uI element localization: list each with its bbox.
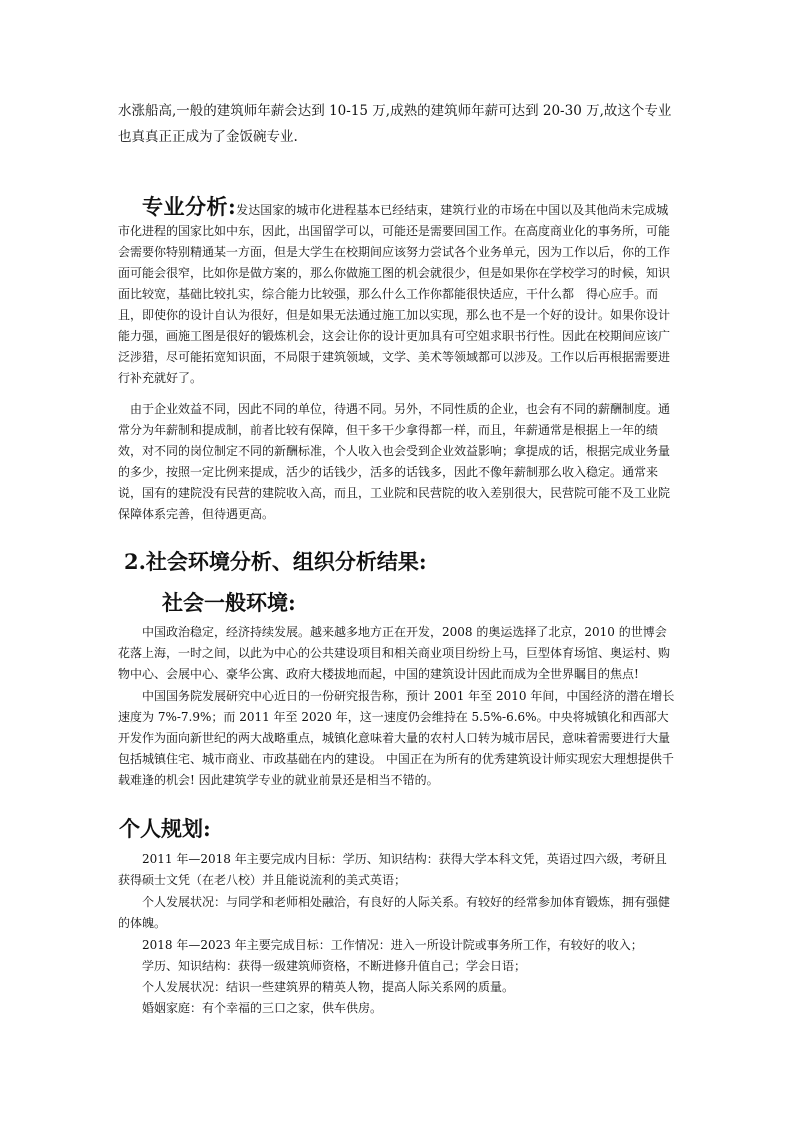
professional-analysis-paragraph (118, 196, 678, 389)
plan-line-6: 婚姻家庭：有个幸福的三口之家，供车供房。 (142, 1001, 383, 1015)
plan-line-5: 个人发展状况：结识一些建筑界的精英人物，提高人际关系网的质量。 (142, 980, 515, 994)
plan-line-1: 2011 年—2018 年主要完成内目标：学历、知识结构：获得大学本科文凭，英语过四六级，考研且获得硕士文凭（在老八校）并且能说流利的美式英语； (118, 852, 667, 887)
intro-paragraph: 水涨船高,一般的建筑师年薪会达到 10-15 万,成熟的建筑师年薪可达到 20-30 万,故这个专业也真真正正成为了金饭碗专业. (118, 103, 672, 145)
plan-line-3: 2018 年—2023 年主要完成目标：工作情况：进入一所设计院或事务所工作，有较好的收入； (142, 938, 643, 952)
plan-line-4: 学历、知识结构：获得一级建筑师资格，不断进修升值自己；学会日语； (142, 959, 527, 973)
professional-analysis-heading: 专业分析: (142, 194, 237, 219)
plan-line-2: 个人发展状况：与同学和老师相处融洽，有良好的人际关系。有较好的经常参加体育锻炼，拥有强健的体魄。 (118, 895, 671, 930)
social-environment-heading: 社会一般环境: (162, 590, 296, 615)
social-environment-paragraph-1: 中国政治稳定，经济持续发展。越来越多地方正在开发，2008 的奥运选择了北京，2010 的世博会花落上海，一时之间，以此为中心的公共建设项目和相关商业项目纷纷上马，巨型体育场馆、奥运村、购物中心、会展中心、豪华公寓、政府大楼拔地而起，中国的建筑设计因此而成为全世界瞩目的焦点! (118, 625, 671, 681)
section2-heading: 2.社会环境分析、组织分析结果: (124, 549, 427, 574)
personal-plan-heading: 个人规划: (119, 816, 211, 841)
social-environment-paragraph-2: 中国国务院发展研究中心近日的一份研究报告称，预计 2001 年至 2010 年间，中国经济的潜在增长速度为 7%-7.9%；而 2011 年至 2020 年，这一速度仍会维持在 5.5%-6.6%。中央将城镇化和西部大开发作为面向新世纪的两大战略重点，城镇化意味着大量的农村人口转为城市居民，意味着需要进行大量包括城镇住宅、城市商业、市政基础在内的建设。 中国正在为所有的优秀建筑设计师实现宏大理想提供千载难逢的机会! 因此建筑学专业的就业前景还是相当不错的。 (118, 689, 675, 787)
salary-paragraph: 由于企业效益不同，因此不同的单位，待遇不同。另外，不同性质的企业，也会有不同的薪酬制度。通常分为年薪制和提成制，前者比较有保障，但干多干少拿得都一样，而且，年薪通常是根据上一年的绩效，对不同的岗位制定不同的新酬标准，个人收入也会受到企业效益影响；拿提成的话，根据完成业务量的多少，按照一定比例来提成，活少的话钱少，活多的话钱多，因此不像年薪制那么收入稳定。通常来说，国有的建院没有民营的建院收入高，而且，工业院和民营院的收入差别很大，民营院可能不及工业院保障体系完善，但待遇更高。 (118, 402, 671, 521)
professional-analysis-text: 发达国家的城市化进程基本已经结束，建筑行业的市场在中国以及其他尚未完成城市化进程的国家比如中东，因此，出国留学可以，可能还是需要回国工作。在高度商业化的事务所，可能会需要你特别精通某一方面，但是大学生在校期间应该努力尝试各个业务单元，因为工作以后，你的工作面可能会很窄，比如你是做方案的，那么你做施工图的机会就很少，但是如果你在学校学习的时候，知识面比较宽，基础比较扎实，综合能力比较强，那么什么工作你都能很快适应，干什么都 得心应手。而且，即使你的设计自认为很好，但是如果无法通过施工加以实现，那么也不是一个好的设计。如果你设计能力强，画施工图是很好的锻炼机会，这会让你的设计更加具有可空姐求职书行性。因此在校期间应该广泛涉猎，尽可能拓宽知识面，不局限于建筑领域，文学、美术等领域都可以涉及。工作以后再根据需要进行补充就好了。 (118, 203, 671, 385)
